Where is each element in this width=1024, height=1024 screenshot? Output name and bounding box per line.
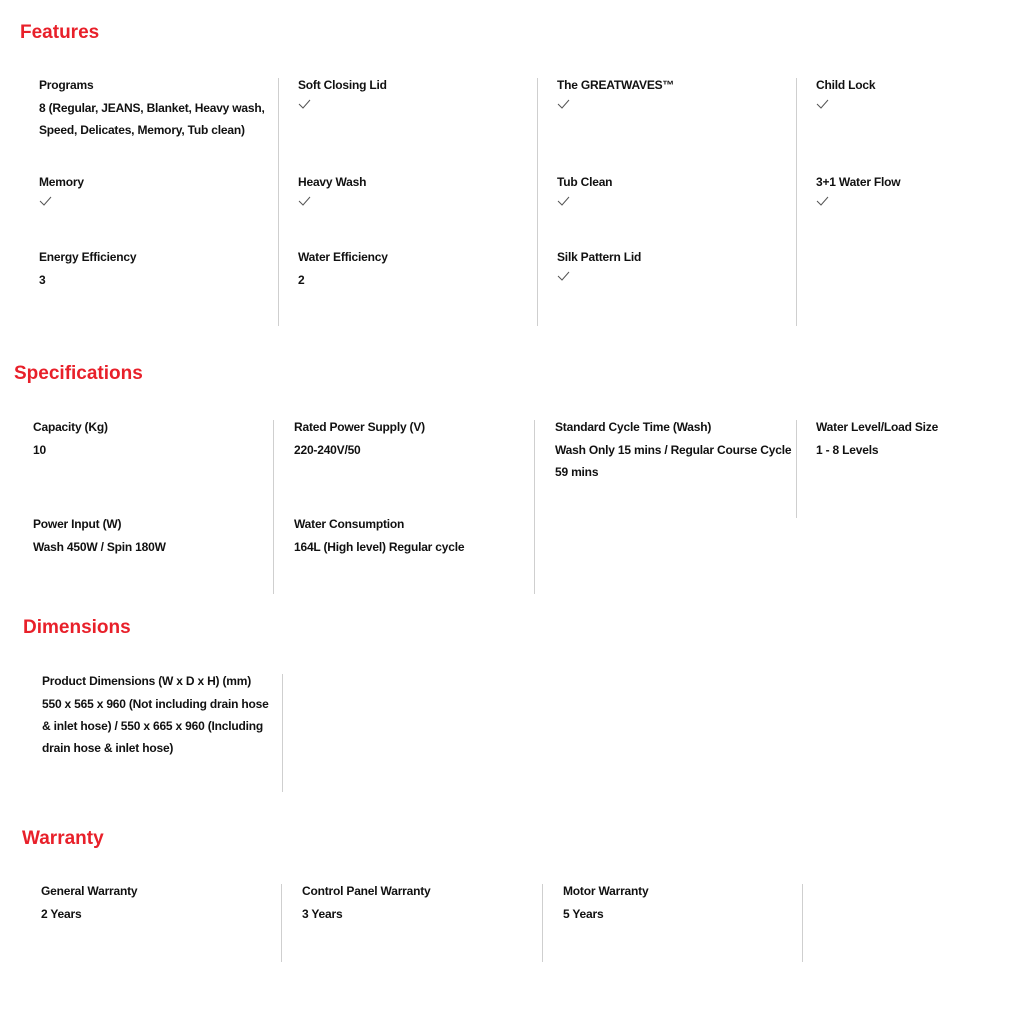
feature-label: Tub Clean [557,175,613,189]
check-icon [39,196,52,206]
warranty-motor [563,884,648,925]
specifications-grid [0,420,1024,594]
feature-label: Programs [39,78,94,92]
dimension-value: 550 x 565 x 960 (Not including drain hose & inlet hose) / 550 x 665 x 960 (Including drain hose & inlet hose) [42,697,269,755]
warranty-value: 3 Years [302,907,343,921]
features-column-4 [816,78,1016,326]
feature-value: 2 [298,273,305,287]
feature-label: Water Efficiency [298,250,388,264]
spec-power-input [33,517,166,558]
spec-rated-power-supply [294,420,425,461]
feature-energy-efficiency [39,250,136,291]
features-grid [0,78,1024,326]
dimension-label: Product Dimensions (W x D x H) (mm) [42,674,252,688]
warranty-label: Motor Warranty [563,884,649,898]
check-icon [298,196,311,206]
spec-water-level [816,420,938,461]
check-icon [816,99,829,109]
check-icon [557,196,570,206]
feature-silk-pattern-lid [557,250,641,281]
feature-value: 8 (Regular, JEANS, Blanket, Heavy wash, Speed, Delicates, Memory, Tub clean) [39,101,265,137]
feature-water-flow [816,175,900,206]
warranty-grid [0,884,1024,962]
warranty-label: General Warranty [41,884,138,898]
spec-label: Power Input (W) [33,517,122,531]
features-column-1 [39,78,279,326]
warranty-value: 5 Years [563,907,604,921]
spec-value: Wash Only 15 mins / Regular Course Cycle 59 mins [555,443,792,479]
dimension-product-dimensions [42,674,280,759]
spec-standard-cycle-time [555,420,795,483]
dimensions-grid [0,674,1024,792]
feature-heavy-wash [298,175,366,206]
feature-label: Child Lock [816,78,876,92]
feature-label: Energy Efficiency [39,250,137,264]
spec-value: 220-240V/50 [294,443,361,457]
feature-value: 3 [39,273,46,287]
dimensions-column-1 [42,674,283,792]
check-icon [298,99,311,109]
spec-water-consumption [294,517,464,558]
warranty-label: Control Panel Warranty [302,884,431,898]
feature-child-lock [816,78,875,109]
features-column-3 [557,78,797,326]
features-column-2 [298,78,538,326]
check-icon [557,271,570,281]
feature-label: Heavy Wash [298,175,367,189]
feature-water-efficiency [298,250,388,291]
feature-tub-clean [557,175,612,206]
spec-value: Wash 450W / Spin 180W [33,540,166,554]
check-icon [816,196,829,206]
spec-value: 164L (High level) Regular cycle [294,540,465,554]
warranty-column-2 [302,884,543,962]
warranty-column-3 [563,884,803,962]
feature-label: Memory [39,175,84,189]
feature-label: The GREATWAVES™ [557,78,675,92]
features-title: Features [20,22,100,43]
spec-label: Water Consumption [294,517,405,531]
warranty-column-1 [41,884,282,962]
spec-label: Standard Cycle Time (Wash) [555,420,712,434]
specifications-column-3 [555,420,797,518]
warranty-general [41,884,137,925]
feature-greatwaves [557,78,674,109]
spec-label: Capacity (Kg) [33,420,108,434]
specifications-title: Specifications [14,363,143,384]
spec-capacity [33,420,108,461]
spec-value: 1 - 8 Levels [816,443,879,457]
specifications-column-4 [816,420,1016,518]
feature-label: 3+1 Water Flow [816,175,901,189]
spec-label: Rated Power Supply (V) [294,420,425,434]
specifications-column-2 [294,420,535,594]
warranty-control-panel [302,884,431,925]
warranty-value: 2 Years [41,907,82,921]
spec-value: 10 [33,443,46,457]
warranty-title: Warranty [22,828,104,849]
feature-memory [39,175,84,206]
feature-label: Silk Pattern Lid [557,250,642,264]
feature-soft-closing-lid [298,78,387,109]
feature-label: Soft Closing Lid [298,78,387,92]
specifications-column-1 [33,420,274,594]
dimensions-title: Dimensions [23,617,131,638]
spec-label: Water Level/Load Size [816,420,939,434]
check-icon [557,99,570,109]
feature-programs [39,78,275,141]
